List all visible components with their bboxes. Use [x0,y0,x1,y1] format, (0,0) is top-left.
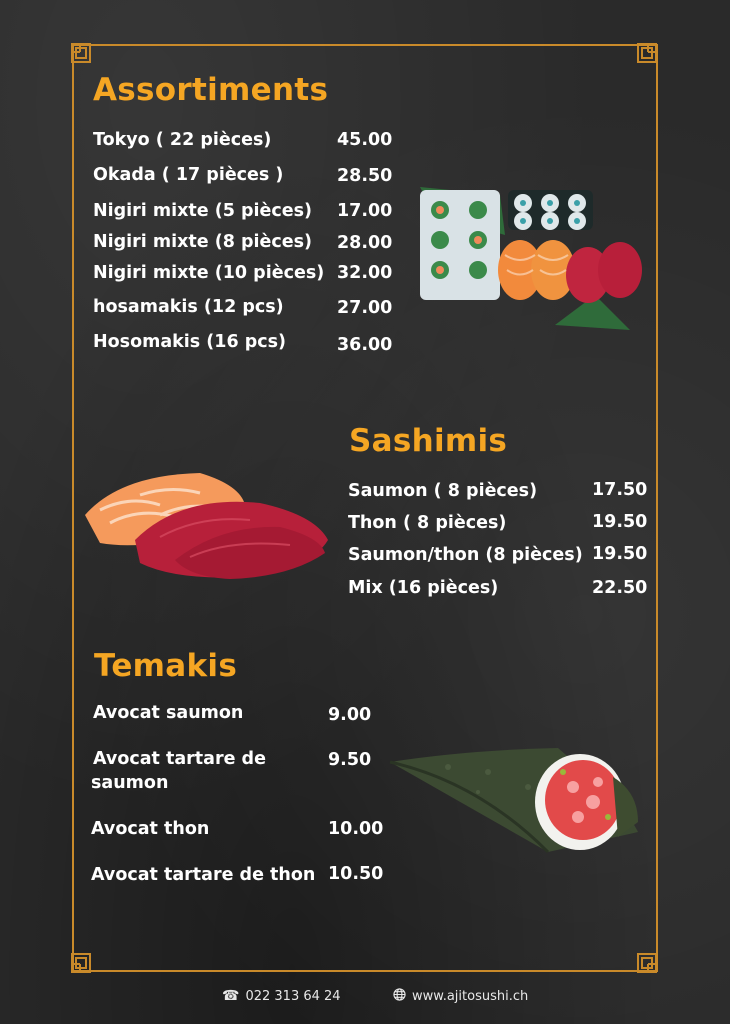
menu-item-price: 28.00 [337,233,393,253]
corner-ornament-icon [636,42,658,64]
menu-item-name: Avocat saumon [93,703,244,723]
website-link[interactable] [393,988,528,1005]
menu-item-price: 27.00 [337,298,393,318]
menu-item-price: 22.50 [592,578,648,598]
menu-item-name: Avocat tartare de thon [91,865,316,885]
menu-item-name-continued: saumon [91,773,169,793]
section-title-sashimis: Sashimis [349,423,508,459]
corner-ornament-icon [70,42,92,64]
menu-item-price: 36.00 [337,335,393,355]
menu-item-name: Saumon/thon (8 pièces) [348,545,583,565]
menu-item-price: 17.00 [337,201,393,221]
menu-item-name: Nigiri mixte (10 pièces) [93,263,325,283]
phone-icon: ☎ [222,988,240,1004]
menu-item-price: 19.50 [592,544,648,564]
menu-item-name: Hosomakis (16 pcs) [93,332,287,352]
sushi-assortment-image [405,175,650,340]
corner-ornament-icon [70,952,92,974]
menu-item-price: 9.00 [328,705,372,725]
menu-item-price: 17.50 [592,480,648,500]
menu-item-price: 9.50 [328,750,372,770]
section-title-temakis: Temakis [94,648,238,684]
menu-item-price: 28.50 [337,166,393,186]
menu-item-price: 10.00 [328,819,384,839]
menu-item-name: Okada ( 17 pièces ) [93,165,284,185]
corner-ornament-icon [636,952,658,974]
menu-item-name: Avocat tartare de [93,749,266,769]
sashimi-image [80,465,330,585]
menu-item-name: Nigiri mixte (8 pièces) [93,232,313,252]
menu-item-name: Tokyo ( 22 pièces) [93,130,272,150]
menu-item-name: Nigiri mixte (5 pièces) [93,201,313,221]
menu-item-price: 32.00 [337,263,393,283]
menu-item-name: hosamakis (12 pcs) [93,297,284,317]
temaki-image [388,742,643,862]
menu-item-price: 10.50 [328,864,384,884]
menu-item-name: Mix (16 pièces) [348,578,499,598]
section-title-assortiments: Assortiments [93,72,329,108]
menu-item-price: 19.50 [592,512,648,532]
globe-icon [393,988,406,1005]
phone-contact[interactable] [222,988,341,1004]
website-url: www.ajitosushi.ch [412,989,529,1004]
menu-item-name: Avocat thon [91,819,210,839]
menu-item-name: Thon ( 8 pièces) [348,513,507,533]
menu-item-name: Saumon ( 8 pièces) [348,481,538,501]
menu-item-price: 45.00 [337,130,393,150]
phone-number: 022 313 64 24 [245,988,341,1004]
